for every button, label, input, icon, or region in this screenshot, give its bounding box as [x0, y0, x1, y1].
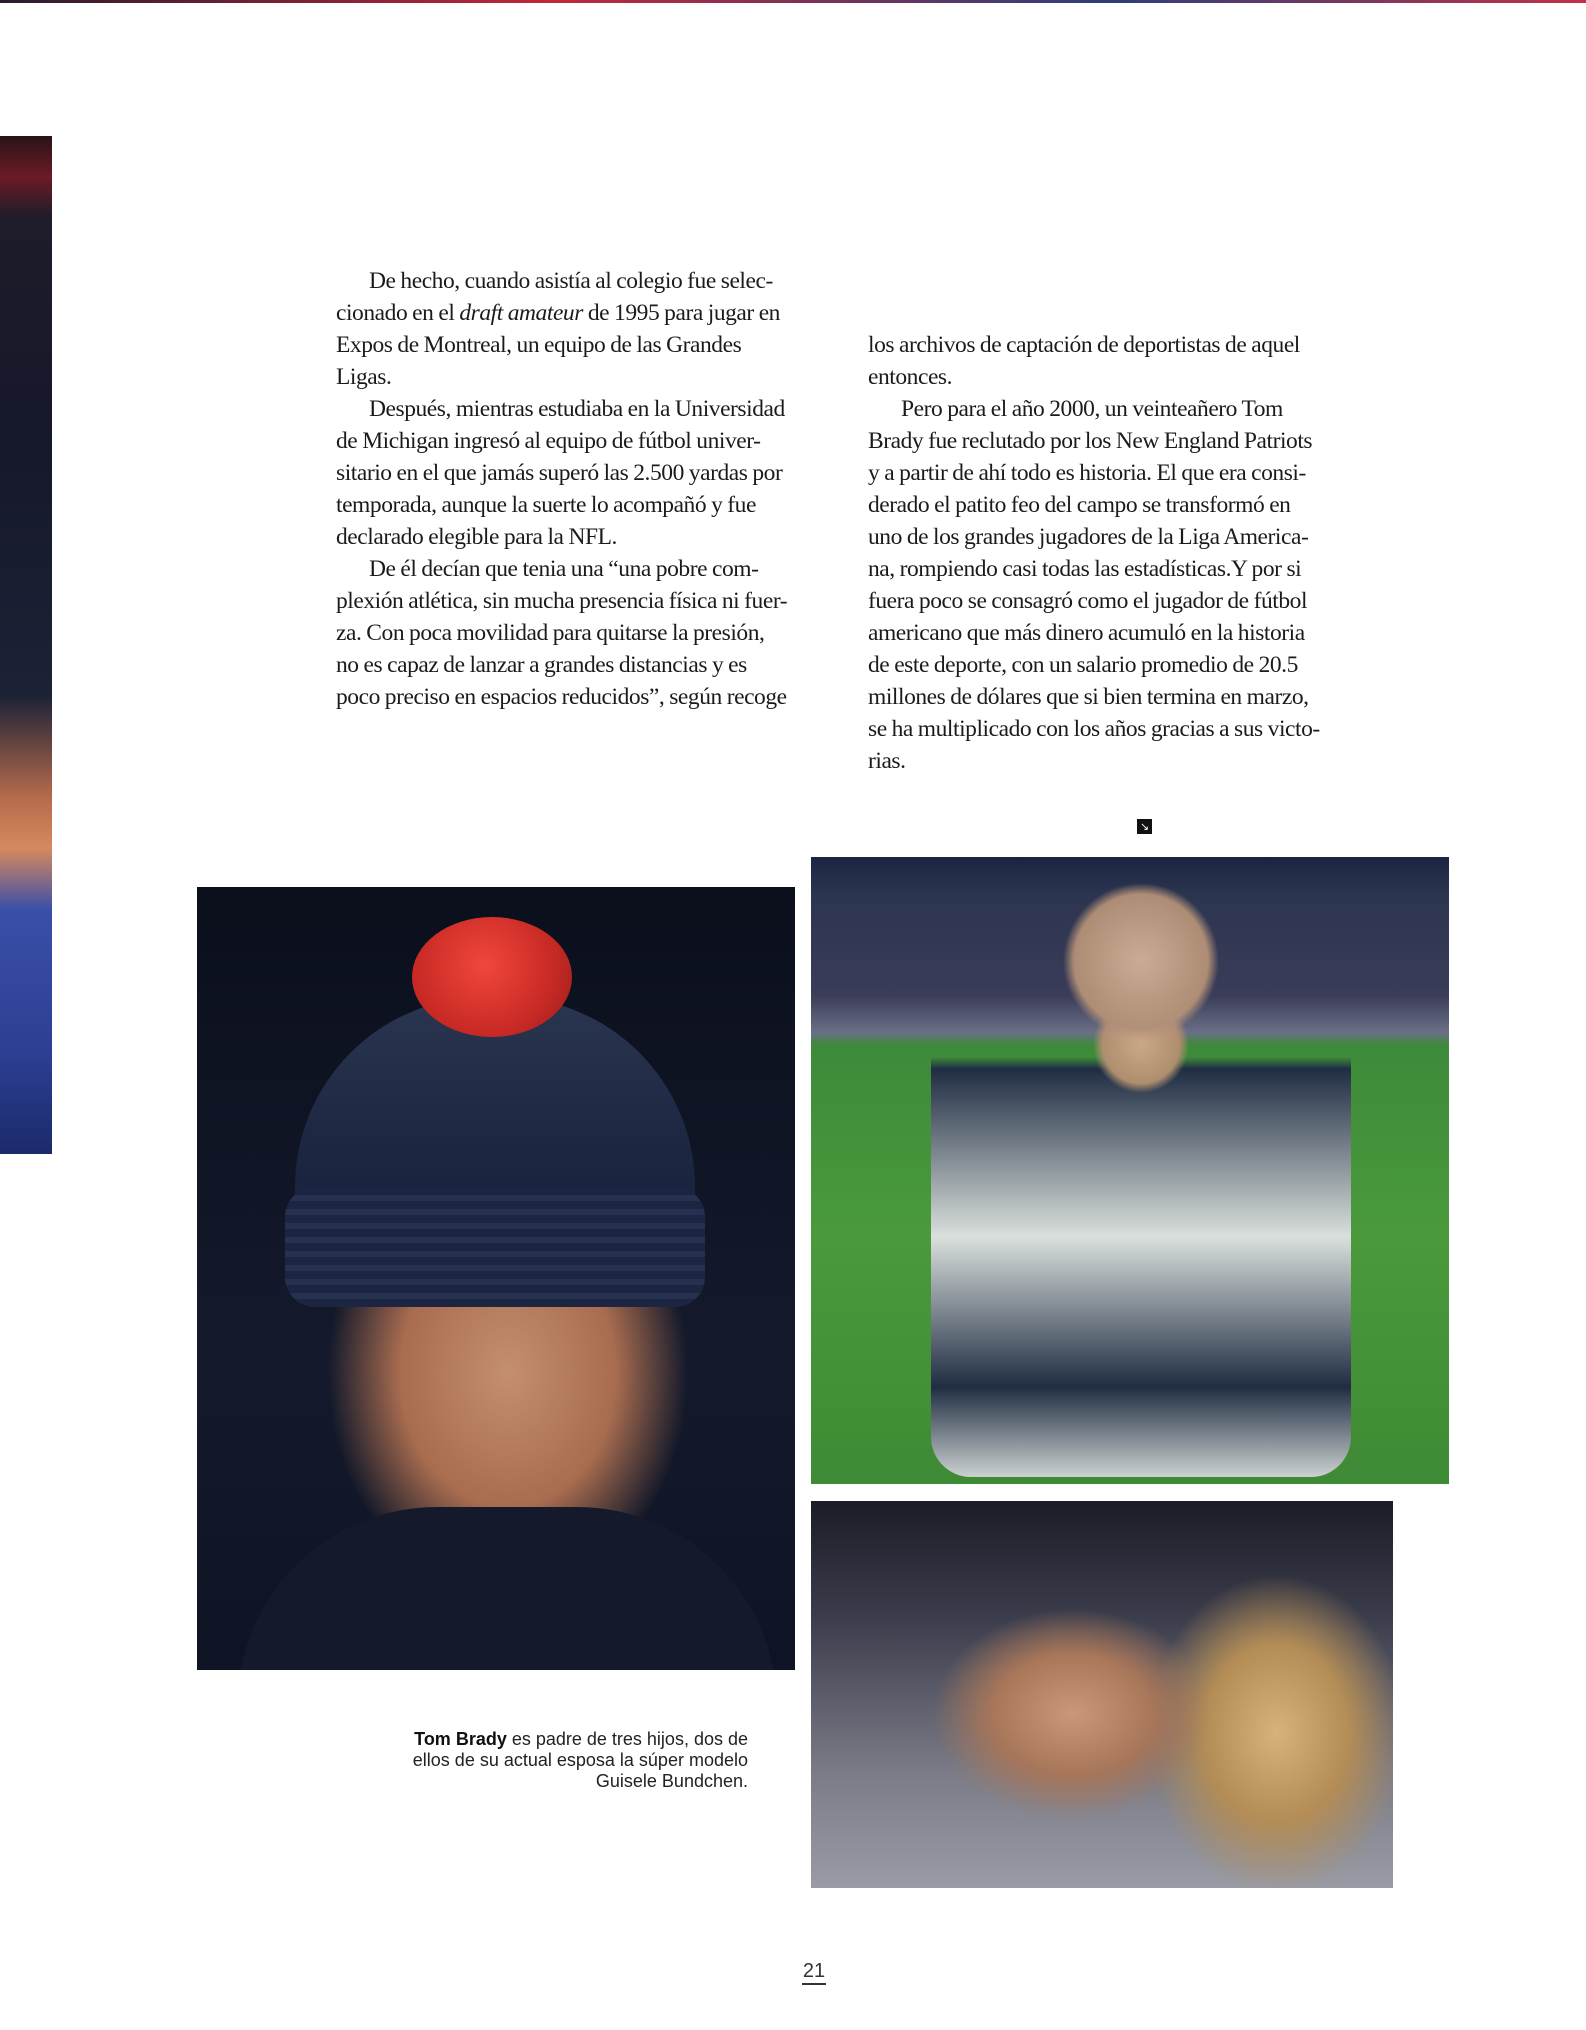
caption-text: es padre de tres hijos, dos de ellos de su actual esposa la súper modelo Guisele Bundchen.: [412, 1729, 748, 1791]
article-column-left: [336, 265, 796, 713]
paragraph: Después, mientras estudiaba en la Universidad de Michigan ingresó al equipo de fútbol univer- sitario en el que jamás superó las 2.500 yardas por temporada, aunque la suerte lo acompañó y fue declarado elegible para la NFL.: [336, 396, 785, 550]
family-on-field-photo: [811, 857, 1449, 1484]
tom-brady-portrait-photo: [197, 887, 795, 1670]
paragraph-text: de 1995 para jugar en Expos de Montreal, un equipo de las Grandes Ligas.: [336, 300, 780, 390]
paragraph: De él decían que tenia una “una pobre com- plexión atlética, sin mucha presencia física ni fuer- za. Con poca movilidad para quitarse la presión, no es capaz de lanzar a grandes distancias y es poco preciso en espacios reducidos”, según recoge: [336, 556, 788, 710]
family-group: [931, 877, 1351, 1477]
paragraph: Pero para el año 2000, un veinteañero Tom Brady fue reclutado por los New England Patriots y a partir de ahí todo es historia. El que era consi- derado el patito feo del campo se transformó en uno de los grandes jugadores de la Liga America- na, rompiendo casi todas las estadísticas.Y por si fuera poco se consagró como el jugador de fútbol americano que más dinero acumuló en la historia de este deporte, con un salario promedio de 20.5 millones de dólares que si bien termina en marzo, se ha multiplicado con los años gracias a sus victo- rias.: [868, 396, 1320, 774]
end-of-article-arrow-icon: ↘: [1137, 819, 1152, 834]
celebration-kiss-photo: [811, 1501, 1393, 1888]
paragraph-text: De hecho, cuando asistía al colegio fue selec- cionado en el: [336, 268, 773, 326]
paragraph: [336, 265, 796, 393]
hoodie: [237, 1507, 777, 1670]
top-color-rule: [0, 0, 1586, 3]
page-number: [0, 1960, 1586, 1983]
beanie-band: [285, 1187, 705, 1307]
page-number-text: 21: [802, 1960, 826, 1985]
previous-page-photo-strip: [0, 136, 52, 1154]
paragraph: los archivos de captación de deportistas de aquel entonces.: [868, 332, 1300, 390]
photo-caption: [380, 1729, 748, 1792]
article-column-right: [868, 329, 1338, 777]
beanie-pompom: [412, 917, 572, 1037]
italic-term: draft amateur: [459, 300, 583, 326]
caption-bold-name: Tom Brady: [414, 1729, 507, 1749]
